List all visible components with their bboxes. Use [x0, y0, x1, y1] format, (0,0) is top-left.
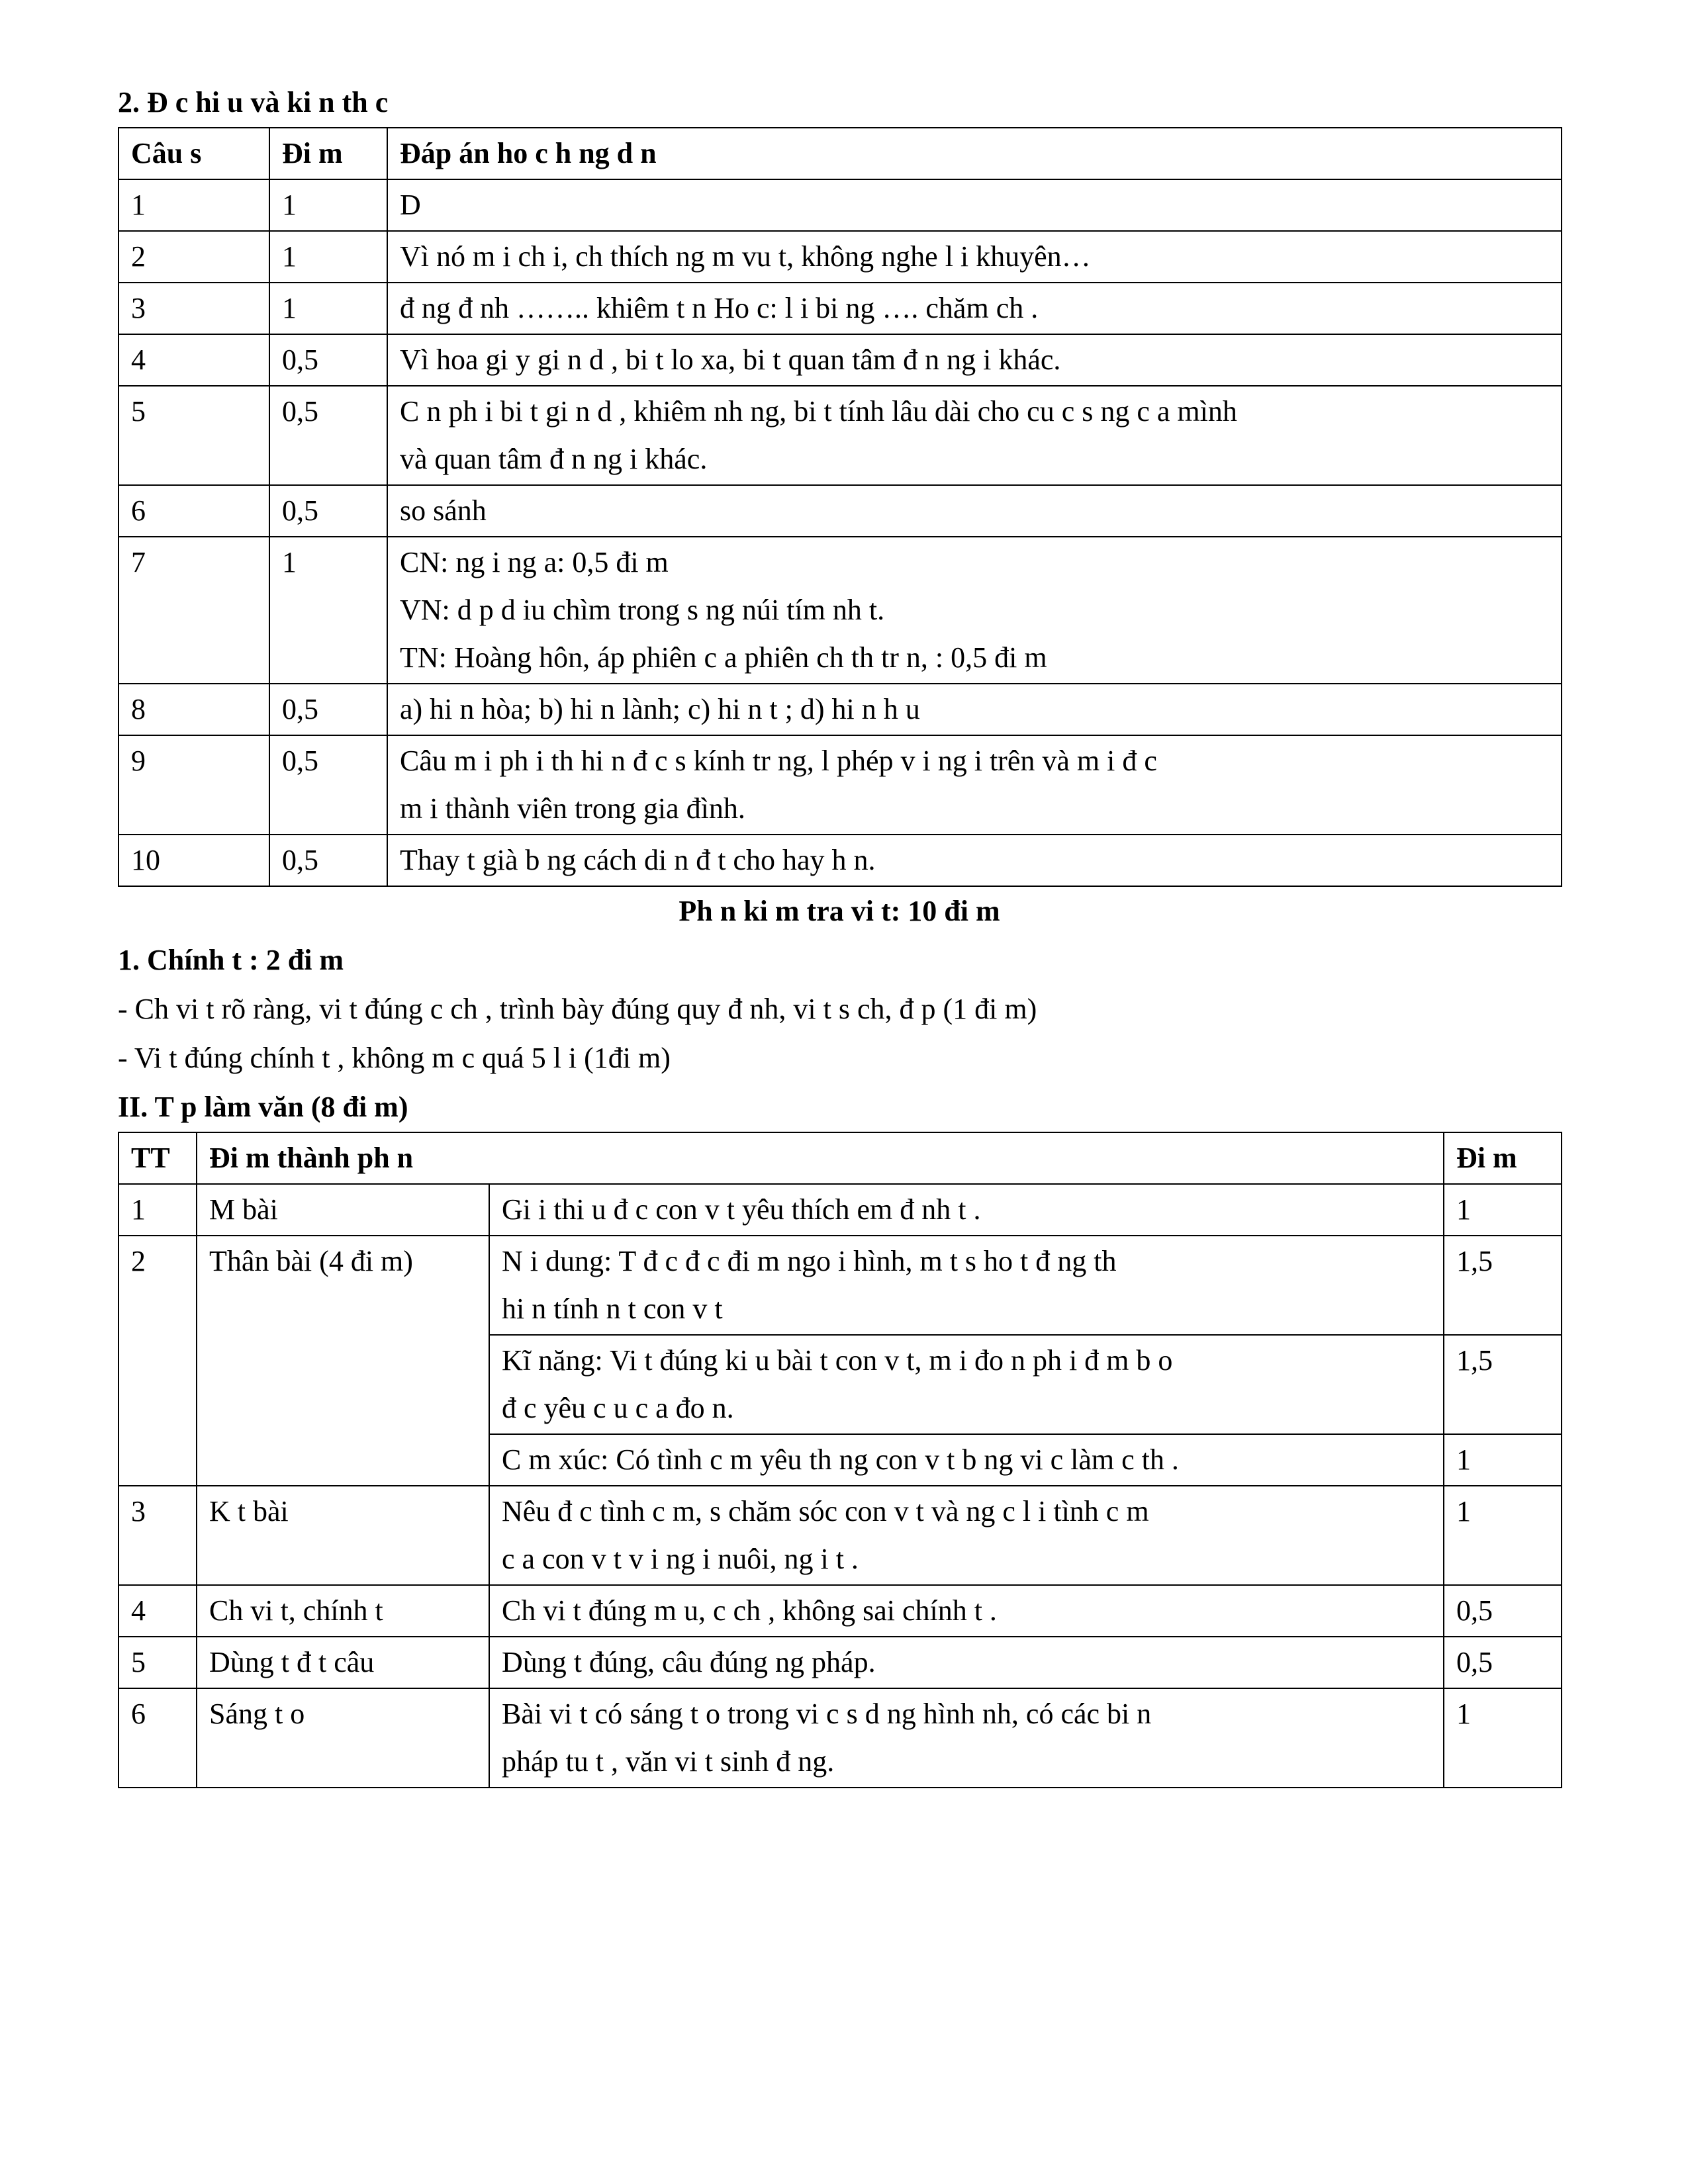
- table-row: [118, 1637, 1562, 1688]
- table-row: [118, 1236, 1562, 1335]
- document-page: [118, 78, 1561, 1788]
- spelling-criterion: - Vi t đúng chính t , không m c quá 5 l i (1đi m): [118, 1042, 671, 1074]
- answer-line: D: [400, 189, 421, 221]
- table-header-row: [118, 1132, 1562, 1184]
- row-number: 1: [118, 1184, 197, 1236]
- answer-line: so sánh: [400, 494, 487, 527]
- table-row: [118, 1585, 1562, 1637]
- answer-line: CN: ng i ng a: 0,5 đi m: [400, 546, 669, 578]
- answer-line: VN: d p d iu chìm trong s ng núi tím nh t.: [400, 594, 885, 626]
- table-row: [118, 835, 1562, 886]
- question-no: 10: [118, 835, 269, 886]
- criterion-score: 1,5: [1444, 1335, 1562, 1434]
- table-row: [118, 735, 1562, 835]
- question-no: 4: [118, 334, 269, 386]
- writing-part-title: Ph n ki m tra vi t: 10 đi m: [679, 895, 1000, 927]
- table-row: [118, 386, 1562, 485]
- question-score: 1: [269, 283, 387, 334]
- header-answer: Đáp án ho c h ng d n: [387, 128, 1562, 179]
- criterion-line: Nêu đ c tình c m, s chăm sóc con v t và ng c l i tình c m: [502, 1495, 1149, 1527]
- header-score: Đi m: [269, 128, 387, 179]
- question-no: 1: [118, 179, 269, 231]
- header-tt: TT: [118, 1132, 197, 1184]
- question-no: 7: [118, 537, 269, 684]
- question-no: 8: [118, 684, 269, 735]
- component-name: Ch vi t, chính t: [197, 1585, 489, 1637]
- table-row: [118, 334, 1562, 386]
- criterion-cell: [489, 1184, 1444, 1236]
- row-number: 6: [118, 1688, 197, 1788]
- criterion-line: c a con v t v i ng i nuôi, ng i t .: [502, 1543, 859, 1575]
- row-number: 5: [118, 1637, 197, 1688]
- criterion-line: Gi i thi u đ c con v t yêu thích em đ nh t .: [502, 1193, 981, 1226]
- answer-line: đ ng đ nh …….. khiêm t n Ho c: l i bi ng …. chăm ch .: [400, 292, 1039, 324]
- answer-line: a) hi n hòa; b) hi n lành; c) hi n t ; d) hi n h u: [400, 693, 920, 725]
- criterion-cell: [489, 1637, 1444, 1688]
- criterion-score: 1,5: [1444, 1236, 1562, 1335]
- table-row: [118, 179, 1562, 231]
- criterion-score: 1: [1444, 1434, 1562, 1486]
- criterion-cell: [489, 1335, 1444, 1434]
- criterion-line: pháp tu t , văn vi t sinh đ ng.: [502, 1745, 835, 1778]
- answer-line: Vì hoa gi y gi n d , bi t lo xa, bi t quan tâm đ n ng i khác.: [400, 343, 1061, 376]
- header-score: Đi m: [1444, 1132, 1562, 1184]
- answer-line: Câu m i ph i th hi n đ c s kính tr ng, l phép v i ng i trên và m i đ c: [400, 745, 1157, 777]
- component-name: Sáng t o: [197, 1688, 489, 1788]
- criterion-line: Dùng t đúng, câu đúng ng pháp.: [502, 1646, 876, 1678]
- criterion-line: đ c yêu c u c a đo n.: [502, 1392, 734, 1424]
- spelling-criterion: - Ch vi t rõ ràng, vi t đúng c ch , trình bày đúng quy đ nh, vi t s ch, đ p (1 đi m): [118, 993, 1037, 1025]
- table-row: [118, 485, 1562, 537]
- row-number: 4: [118, 1585, 197, 1637]
- answer-cell: [387, 735, 1562, 835]
- component-name: M bài: [197, 1184, 489, 1236]
- answer-cell: [387, 283, 1562, 334]
- table-row: [118, 283, 1562, 334]
- answer-cell: [387, 537, 1562, 684]
- criterion-score: 0,5: [1444, 1585, 1562, 1637]
- table-row: [118, 1184, 1562, 1236]
- criterion-cell: [489, 1585, 1444, 1637]
- table-row: [118, 1688, 1562, 1788]
- answer-line: C n ph i bi t gi n d , khiêm nh ng, bi t tính lâu dài cho cu c s ng c a mình: [400, 395, 1237, 428]
- answer-line: và quan tâm đ n ng i khác.: [400, 443, 708, 475]
- table-row: [118, 1486, 1562, 1585]
- criterion-cell: [489, 1236, 1444, 1335]
- criterion-cell: [489, 1486, 1444, 1585]
- question-score: 0,5: [269, 386, 387, 485]
- criterion-cell: [489, 1688, 1444, 1788]
- component-name: Thân bài (4 đi m): [197, 1236, 489, 1486]
- table-header-row: [118, 128, 1562, 179]
- question-no: 9: [118, 735, 269, 835]
- question-score: 0,5: [269, 684, 387, 735]
- criterion-score: 0,5: [1444, 1637, 1562, 1688]
- answer-line: TN: Hoàng hôn, áp phiên c a phiên ch th tr n, : 0,5 đi m: [400, 641, 1047, 674]
- component-name: Dùng t đ t câu: [197, 1637, 489, 1688]
- criterion-score: 1: [1444, 1184, 1562, 1236]
- row-number: 2: [118, 1236, 197, 1486]
- criterion-score: 1: [1444, 1688, 1562, 1788]
- answer-cell: [387, 386, 1562, 485]
- question-no: 2: [118, 231, 269, 283]
- question-score: 0,5: [269, 835, 387, 886]
- spelling-section-title: 1. Chính t : 2 đi m: [118, 944, 344, 976]
- answer-line: Thay t già b ng cách di n đ t cho hay h n.: [400, 844, 876, 876]
- table-row: [118, 537, 1562, 684]
- question-no: 3: [118, 283, 269, 334]
- table-row: [118, 231, 1562, 283]
- reading-answer-table: [118, 127, 1562, 887]
- criterion-line: Kĩ năng: Vi t đúng ki u bài t con v t, m i đo n ph i đ m b o: [502, 1344, 1173, 1377]
- header-component: Đi m thành ph n: [197, 1132, 1444, 1184]
- essay-rubric-table: [118, 1132, 1562, 1788]
- answer-cell: [387, 334, 1562, 386]
- answer-cell: [387, 835, 1562, 886]
- section-2-title: 2. Đ c hi u và ki n th c: [118, 86, 389, 118]
- component-name: K t bài: [197, 1486, 489, 1585]
- answer-cell: [387, 179, 1562, 231]
- answer-cell: [387, 684, 1562, 735]
- question-no: 6: [118, 485, 269, 537]
- answer-cell: [387, 231, 1562, 283]
- header-question-no: Câu s: [118, 128, 269, 179]
- question-score: 0,5: [269, 485, 387, 537]
- essay-section-title: II. T p làm văn (8 đi m): [118, 1091, 408, 1123]
- question-score: 1: [269, 231, 387, 283]
- answer-line: Vì nó m i ch i, ch thích ng m vu t, không nghe l i khuyên…: [400, 240, 1091, 273]
- criterion-line: hi n tính n t con v t: [502, 1293, 723, 1325]
- criterion-line: Bài vi t có sáng t o trong vi c s d ng hình nh, có các bi n: [502, 1698, 1152, 1730]
- criterion-cell: [489, 1434, 1444, 1486]
- criterion-line: N i dung: T đ c đ c đi m ngo i hình, m t s ho t đ ng th: [502, 1245, 1117, 1277]
- row-number: 3: [118, 1486, 197, 1585]
- criterion-line: C m xúc: Có tình c m yêu th ng con v t b ng vi c làm c th .: [502, 1443, 1179, 1476]
- question-score: 0,5: [269, 735, 387, 835]
- question-score: 1: [269, 537, 387, 684]
- question-score: 1: [269, 179, 387, 231]
- question-no: 5: [118, 386, 269, 485]
- answer-line: m i thành viên trong gia đình.: [400, 792, 745, 825]
- answer-cell: [387, 485, 1562, 537]
- criterion-line: Ch vi t đúng m u, c ch , không sai chính t .: [502, 1594, 997, 1627]
- question-score: 0,5: [269, 334, 387, 386]
- table-row: [118, 684, 1562, 735]
- criterion-score: 1: [1444, 1486, 1562, 1585]
